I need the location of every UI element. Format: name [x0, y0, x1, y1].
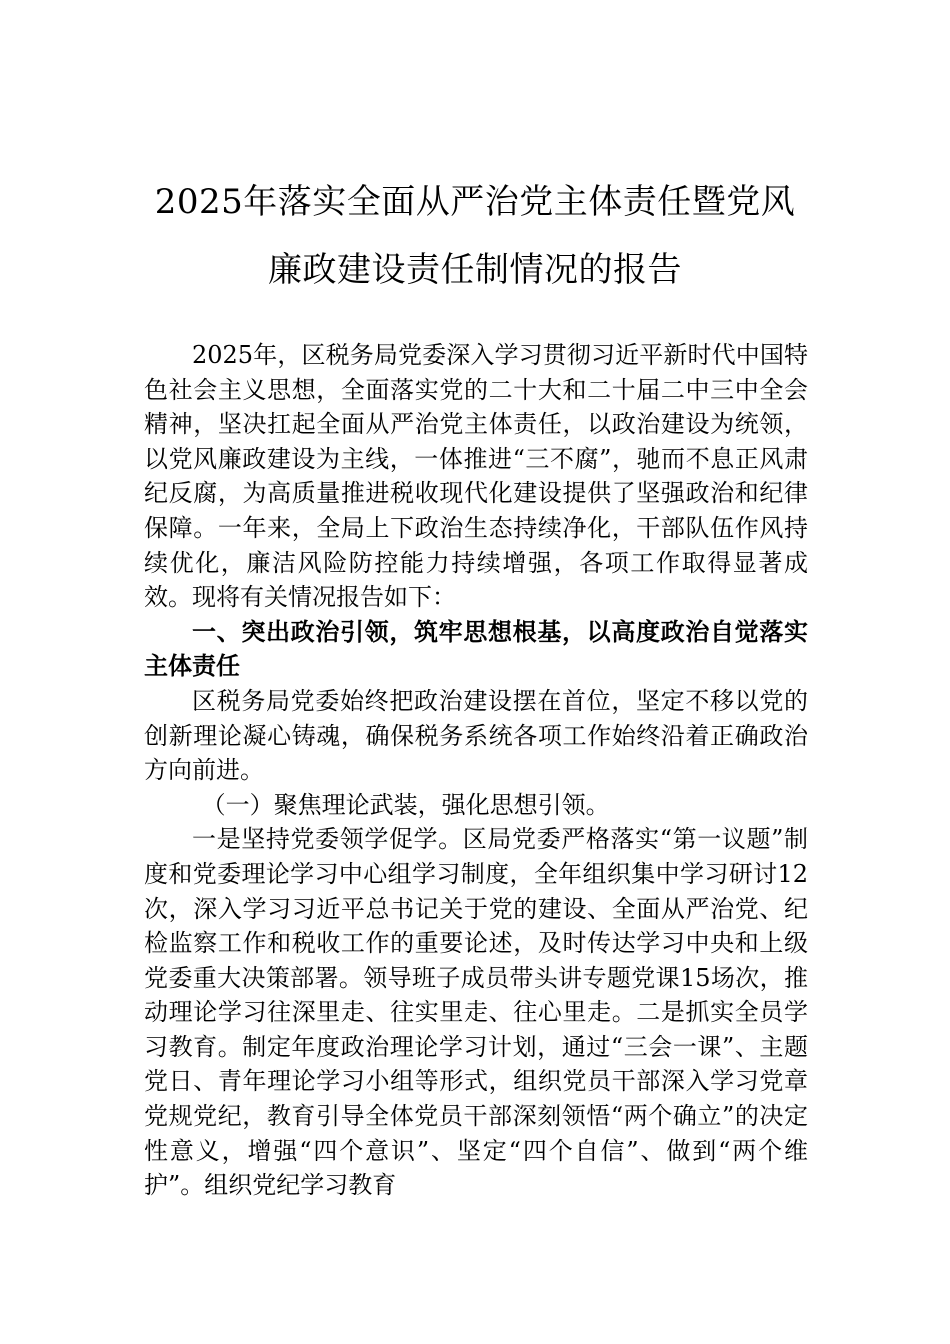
document-title-line-2: 廉政建设责任制情况的报告 — [268, 250, 682, 290]
document-body — [144, 338, 808, 1203]
intro-paragraph: 2025年，区税务局党委深入学习贯彻习近平新时代中国特色社会主义思想，全面落实党的二十大和二十届二中三中全会精神，坚决扛起全面从严治党主体责任，以政治建设为统领，以党风廉政建设为主线，一体推进“三不腐”，驰而不息正风肃纪反腐，为高质量推进税收现代化建设提供了坚强政治和纪律保障。一年来，全局上下政治生态持续净化，干部队伍作风持续优化，廉洁风险防控能力持续增强，各项工作取得显著成效。现将有关情况报告如下： — [144, 341, 808, 612]
subsection-heading: （一）聚焦理论武装，强化思想引领。 — [201, 790, 610, 819]
section-heading: 一、突出政治引领，筑牢思想根基，以高度政治自觉落实主体责任 — [144, 617, 808, 681]
document-title-line-1: 2025年落实全面从严治党主体责任暨党风 — [154, 182, 796, 222]
section-paragraph: 区税务局党委始终把政治建设摆在首位，坚定不移以党的创新理论凝心铸魂，确保税务系统各项工作始终沿着正确政治方向前进。 — [144, 686, 808, 785]
subsection-paragraph: 一是坚持党委领学促学。区局党委严格落实“第一议题”制度和党委理论学习中心组学习制度，全年组织集中学习研讨12次，深入学习习近平总书记关于党的建设、全面从严治党、纪检监察工作和税收工作的重要论述，及时传达学习中央和上级党委重大决策部署。领导班子成员带头讲专题党课15场次，推动理论学习往深里走、往实里走、往心里走。二是抓实全员学习教育。制定年度政治理论学习计划，通过“三会一课”、主题党日、青年理论学习小组等形式，组织党员干部深入学习党章党规党纪，教育引导全体党员干部深刻领悟“两个确立”的决定性意义，增强“四个意识”、坚定“四个自信”、做到“两个维护”。组织党纪学习教育 — [144, 825, 808, 1200]
